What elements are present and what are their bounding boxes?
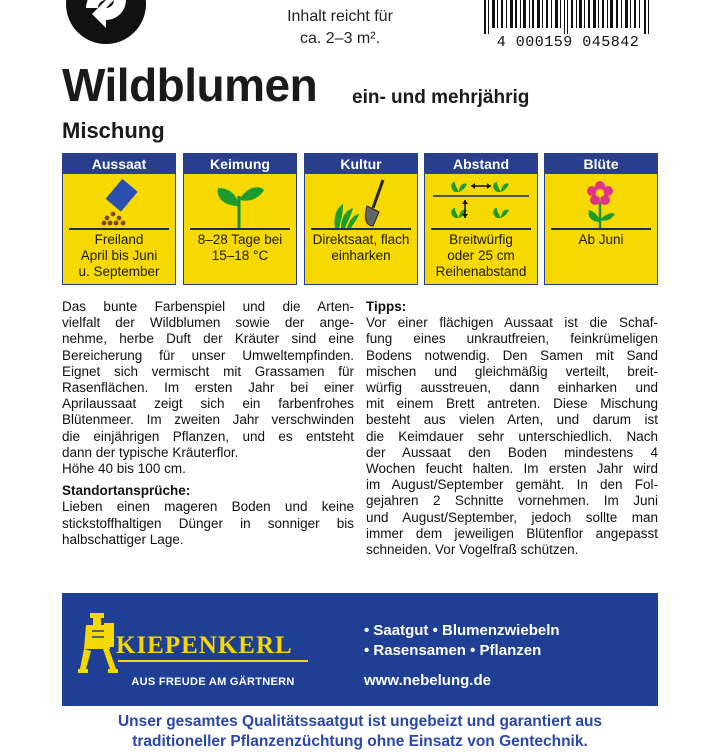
kiepenkerl-figure-icon: [78, 611, 118, 675]
card-abstand: [424, 153, 538, 285]
product-subtitle: ein- und mehrjährig: [352, 87, 530, 108]
card-label: Blüte: [545, 154, 657, 174]
brand-tagline: AUS FREUDE AM GÄRTNERN: [131, 676, 295, 688]
text-line: nehme, herbe Duft der Kräuter sind eine: [62, 331, 354, 347]
tips-column: [366, 299, 658, 558]
ground-line: [69, 228, 169, 230]
text-line: besteht aus vielen Arten, und darum ist: [366, 412, 658, 428]
card-aussaat: [62, 153, 176, 285]
card-text-line: Ab Juni: [578, 232, 624, 247]
text-line: Lieben einen mageren Boden und keine: [62, 499, 354, 515]
barcode-icon: [478, 0, 658, 34]
card-text-line: einharken: [331, 248, 391, 263]
barcode-number: 4 000159 045842: [496, 34, 640, 51]
flower-icon: [545, 174, 656, 230]
shovel-plant-icon: [305, 174, 416, 230]
coverage-line-1: Inhalt reicht für: [287, 8, 393, 25]
quality-line-1: Unser gesamtes Qualitätssaatgut ist ungebeizt und garantiert aus: [117, 713, 603, 730]
text-line: mit einem Brett antreten. Diese Mischung: [366, 396, 658, 412]
card-text: [547, 232, 655, 248]
ground-line: [551, 228, 651, 230]
text-line: Blütenmeer. Im zweiten Jahr verschwinden: [62, 412, 354, 428]
product-list-2: • Rasensamen • Pflanzen: [364, 642, 542, 659]
card-text-line: Direktsaat, flach: [312, 232, 410, 247]
text-line: mischen und gleichmäßig verteilt, breit-: [366, 363, 658, 379]
card-text-line: Breitwürfig: [449, 232, 513, 247]
text-line: die einjährigen Pflanzen, und es entsteht: [62, 428, 354, 444]
tips-heading: Tipps:: [366, 299, 407, 314]
card-text: [65, 232, 173, 280]
product-list-1: • Saatgut • Blumenzwiebeln: [364, 622, 560, 639]
standort-heading: Standortansprüche:: [62, 483, 191, 499]
text-line: fung eines unkrautfreien, feinkrümeligen: [366, 331, 658, 347]
text-line: halbschattiger Lage.: [62, 531, 184, 547]
card-text-line: Reihenabstand: [435, 264, 527, 279]
card-text-line: Freiland: [94, 232, 144, 247]
card-label: Kultur: [305, 154, 417, 174]
spacing-icon: [425, 174, 536, 230]
text-line: Vor einer flächigen Aussaat ist die Schaf-: [366, 315, 658, 331]
card-text: [307, 232, 415, 264]
text-line: dann der typische Kräuterflor.: [62, 444, 239, 460]
card-label: Keimung: [184, 154, 296, 174]
card-text-line: 8–28 Tage bei: [197, 232, 283, 247]
card-kultur: [304, 153, 418, 285]
text-line: Bereicherung für unser Umweltempfinden.: [62, 347, 354, 363]
card-bluete: [544, 153, 658, 285]
text-line: der Aussaat den Boden mindestens 4: [366, 444, 658, 460]
text-line: Aprilaussaat zeigt sich ein farbenfrohes: [62, 396, 354, 412]
ground-line: [311, 228, 411, 230]
ground-line: [431, 228, 531, 230]
website-link[interactable]: www.nebelung.de: [364, 672, 491, 689]
text-line: Wochen feucht halten. Im ersten Jahr wird: [366, 461, 658, 477]
text-line: immer dem jeweiligen Blütenflor angepasst: [366, 525, 658, 541]
coverage-line-2: ca. 2–3 m².: [299, 30, 381, 47]
card-keimung: [183, 153, 297, 285]
text-line: im August/September gemäht. In den Fol-: [366, 477, 658, 493]
card-text-line: u. September: [78, 264, 160, 279]
card-text-line: 15–18 °C: [211, 248, 269, 263]
seed-packet-icon: [63, 174, 174, 230]
text-line: stickstoffhaltigen Dünger in sonniger bis: [62, 515, 354, 531]
card-text: [186, 232, 294, 264]
card-label: Abstand: [425, 154, 537, 174]
text-line: vielfalt der Wildblumen sowie der ange-: [62, 315, 354, 331]
brand-underline: [118, 660, 308, 662]
text-line: Höhe 40 bis 100 cm.: [62, 461, 186, 477]
text-line: Das bunte Farbenspiel und die Arten-: [62, 299, 354, 314]
text-line: Bodens notwendig. Den Samen mit Sand: [366, 347, 658, 363]
card-text-line: oder 25 cm: [447, 248, 515, 263]
description-column: [62, 299, 354, 548]
quality-statement: [62, 712, 658, 752]
card-label: Aussaat: [63, 154, 175, 174]
seedling-icon: [184, 174, 295, 230]
text-line: Rasenflächen. Im ersten Jahr bei einer: [62, 380, 354, 396]
text-line: gejahren 2 Schnitte vornehmen. Im Juni: [366, 493, 658, 509]
product-mix: Mischung: [62, 118, 165, 143]
ground-line: [190, 228, 290, 230]
text-line: würfig ausstreuen, dann einharken und: [366, 380, 658, 396]
card-text-line: April bis Juni: [80, 248, 158, 263]
brand-name: KIEPENKERL: [116, 632, 293, 659]
product-title: Wildblumen: [62, 59, 318, 111]
text-line: die Keimdauer sehr unterschiedlich. Nach: [366, 428, 658, 444]
coverage-info: [250, 6, 430, 50]
text-line: und August/September, jedoch sollte man: [366, 509, 658, 525]
green-dot-recycle-icon: [64, 0, 148, 46]
card-text: [427, 232, 535, 280]
quality-line-2: traditioneller Pflanzenzüchtung ohne Einsatz von Gentechnik.: [132, 733, 588, 750]
text-line: Eignet sich vermischt mit Grassamen für: [62, 363, 354, 379]
text-line: schneiden. Vor Vogelfraß schützen.: [366, 542, 579, 558]
